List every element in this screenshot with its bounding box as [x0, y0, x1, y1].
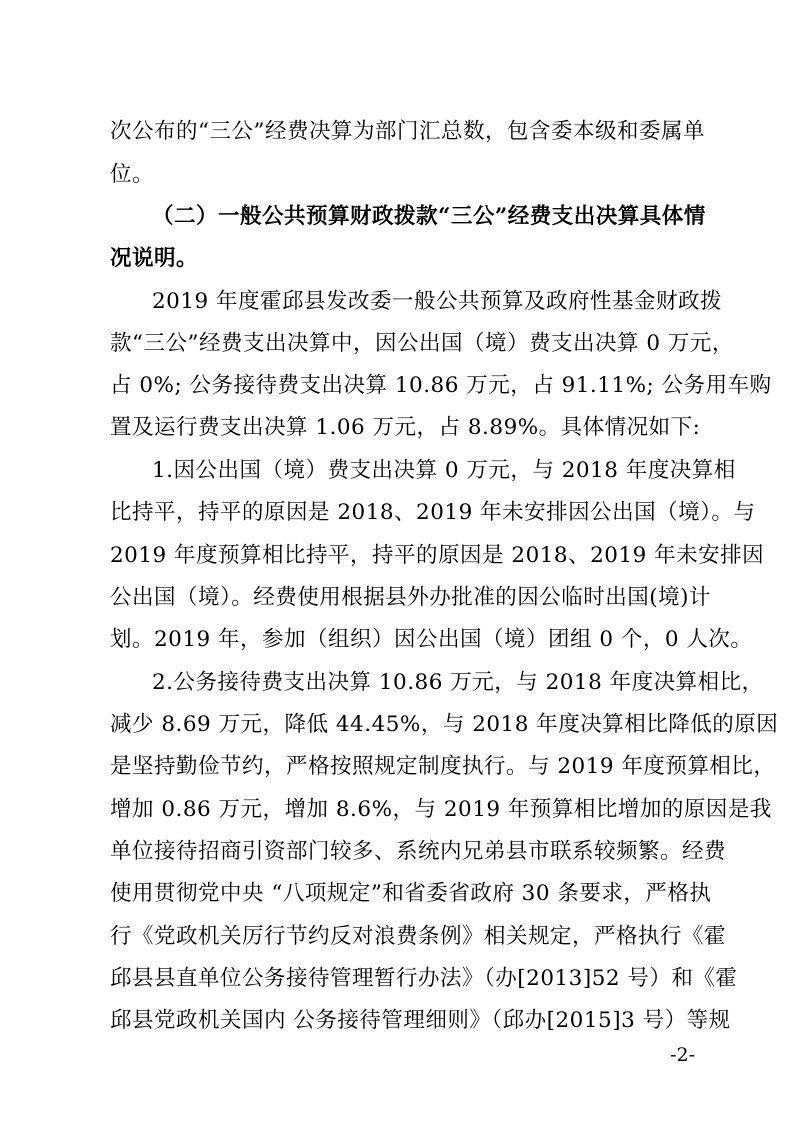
body-text-line: 比持平，持平的原因是 2018、2019 年未安排因公出国（境）。与	[110, 500, 756, 525]
body-text-line: 2019 年度霍邱县发改委一般公共预算及政府性基金财政拨	[152, 289, 723, 314]
body-text-line: 置及运行费支出决算 1.06 万元，占 8.89%。具体情况如下:	[110, 415, 701, 440]
body-text-line: 占 0%; 公务接待费支出决算 10.86 万元，占 91.11%; 公务用车购	[110, 373, 772, 398]
body-text-line: 减少 8.69 万元，降低 44.45%，与 2018 年度决算相比降低的原因	[110, 712, 779, 737]
body-text-line: 款“三公”经费支出决算中，因公出国（境）费支出决算 0 万元，	[110, 331, 734, 356]
body-text-line: 2019 年度预算相比持平，持平的原因是 2018、2019 年未安排因	[110, 543, 765, 568]
body-text-line: 是坚持勤俭节约，严格按照规定制度执行。与 2019 年度预算相比，	[110, 754, 776, 779]
section-heading: （二）一般公共预算财政拨款“三公”经费支出决算具体情	[152, 204, 706, 229]
body-text-line: 邱县县直单位公务接待管理暂行办法》（办[2013]52 号）和《霍	[110, 966, 738, 991]
body-text-line: 1.因公出国（境）费支出决算 0 万元，与 2018 年度决算相	[152, 458, 736, 483]
page-number: -2-	[670, 1044, 695, 1066]
body-text-line: 划。2019 年，参加（组织）因公出国（境）团组 0 个，0 人次。	[110, 627, 753, 652]
body-text-line: 单位接待招商引资部门较多、系统内兄弟县市联系较频繁。经费	[110, 839, 727, 864]
body-text-line: 2.公务接待费支出决算 10.86 万元，与 2018 年度决算相比，	[152, 670, 764, 695]
body-text-line: 位。	[110, 162, 155, 187]
body-text-line: 行《党政机关厉行节约反对浪费条例》相关规定，严格执行《霍	[110, 924, 727, 949]
body-text-line: 使用贯彻党中央 “八项规定”和省委省政府 30 条要求，严格执	[110, 881, 712, 906]
body-text-line: 次公布的“三公”经费决算为部门汇总数，包含委本级和委属单	[110, 119, 705, 144]
body-text-line: 邱县党政机关国内 公务接待管理细则》（邱办[2015]3 号）等规	[110, 1008, 731, 1033]
body-text-line: 增加 0.86 万元，增加 8.6%，与 2019 年预算相比增加的原因是我	[110, 797, 772, 822]
body-text-line: 公出国（境）。经费使用根据县外办批准的因公临时出国(境)计	[110, 585, 712, 610]
section-heading-continuation: 况说明。	[110, 246, 199, 271]
